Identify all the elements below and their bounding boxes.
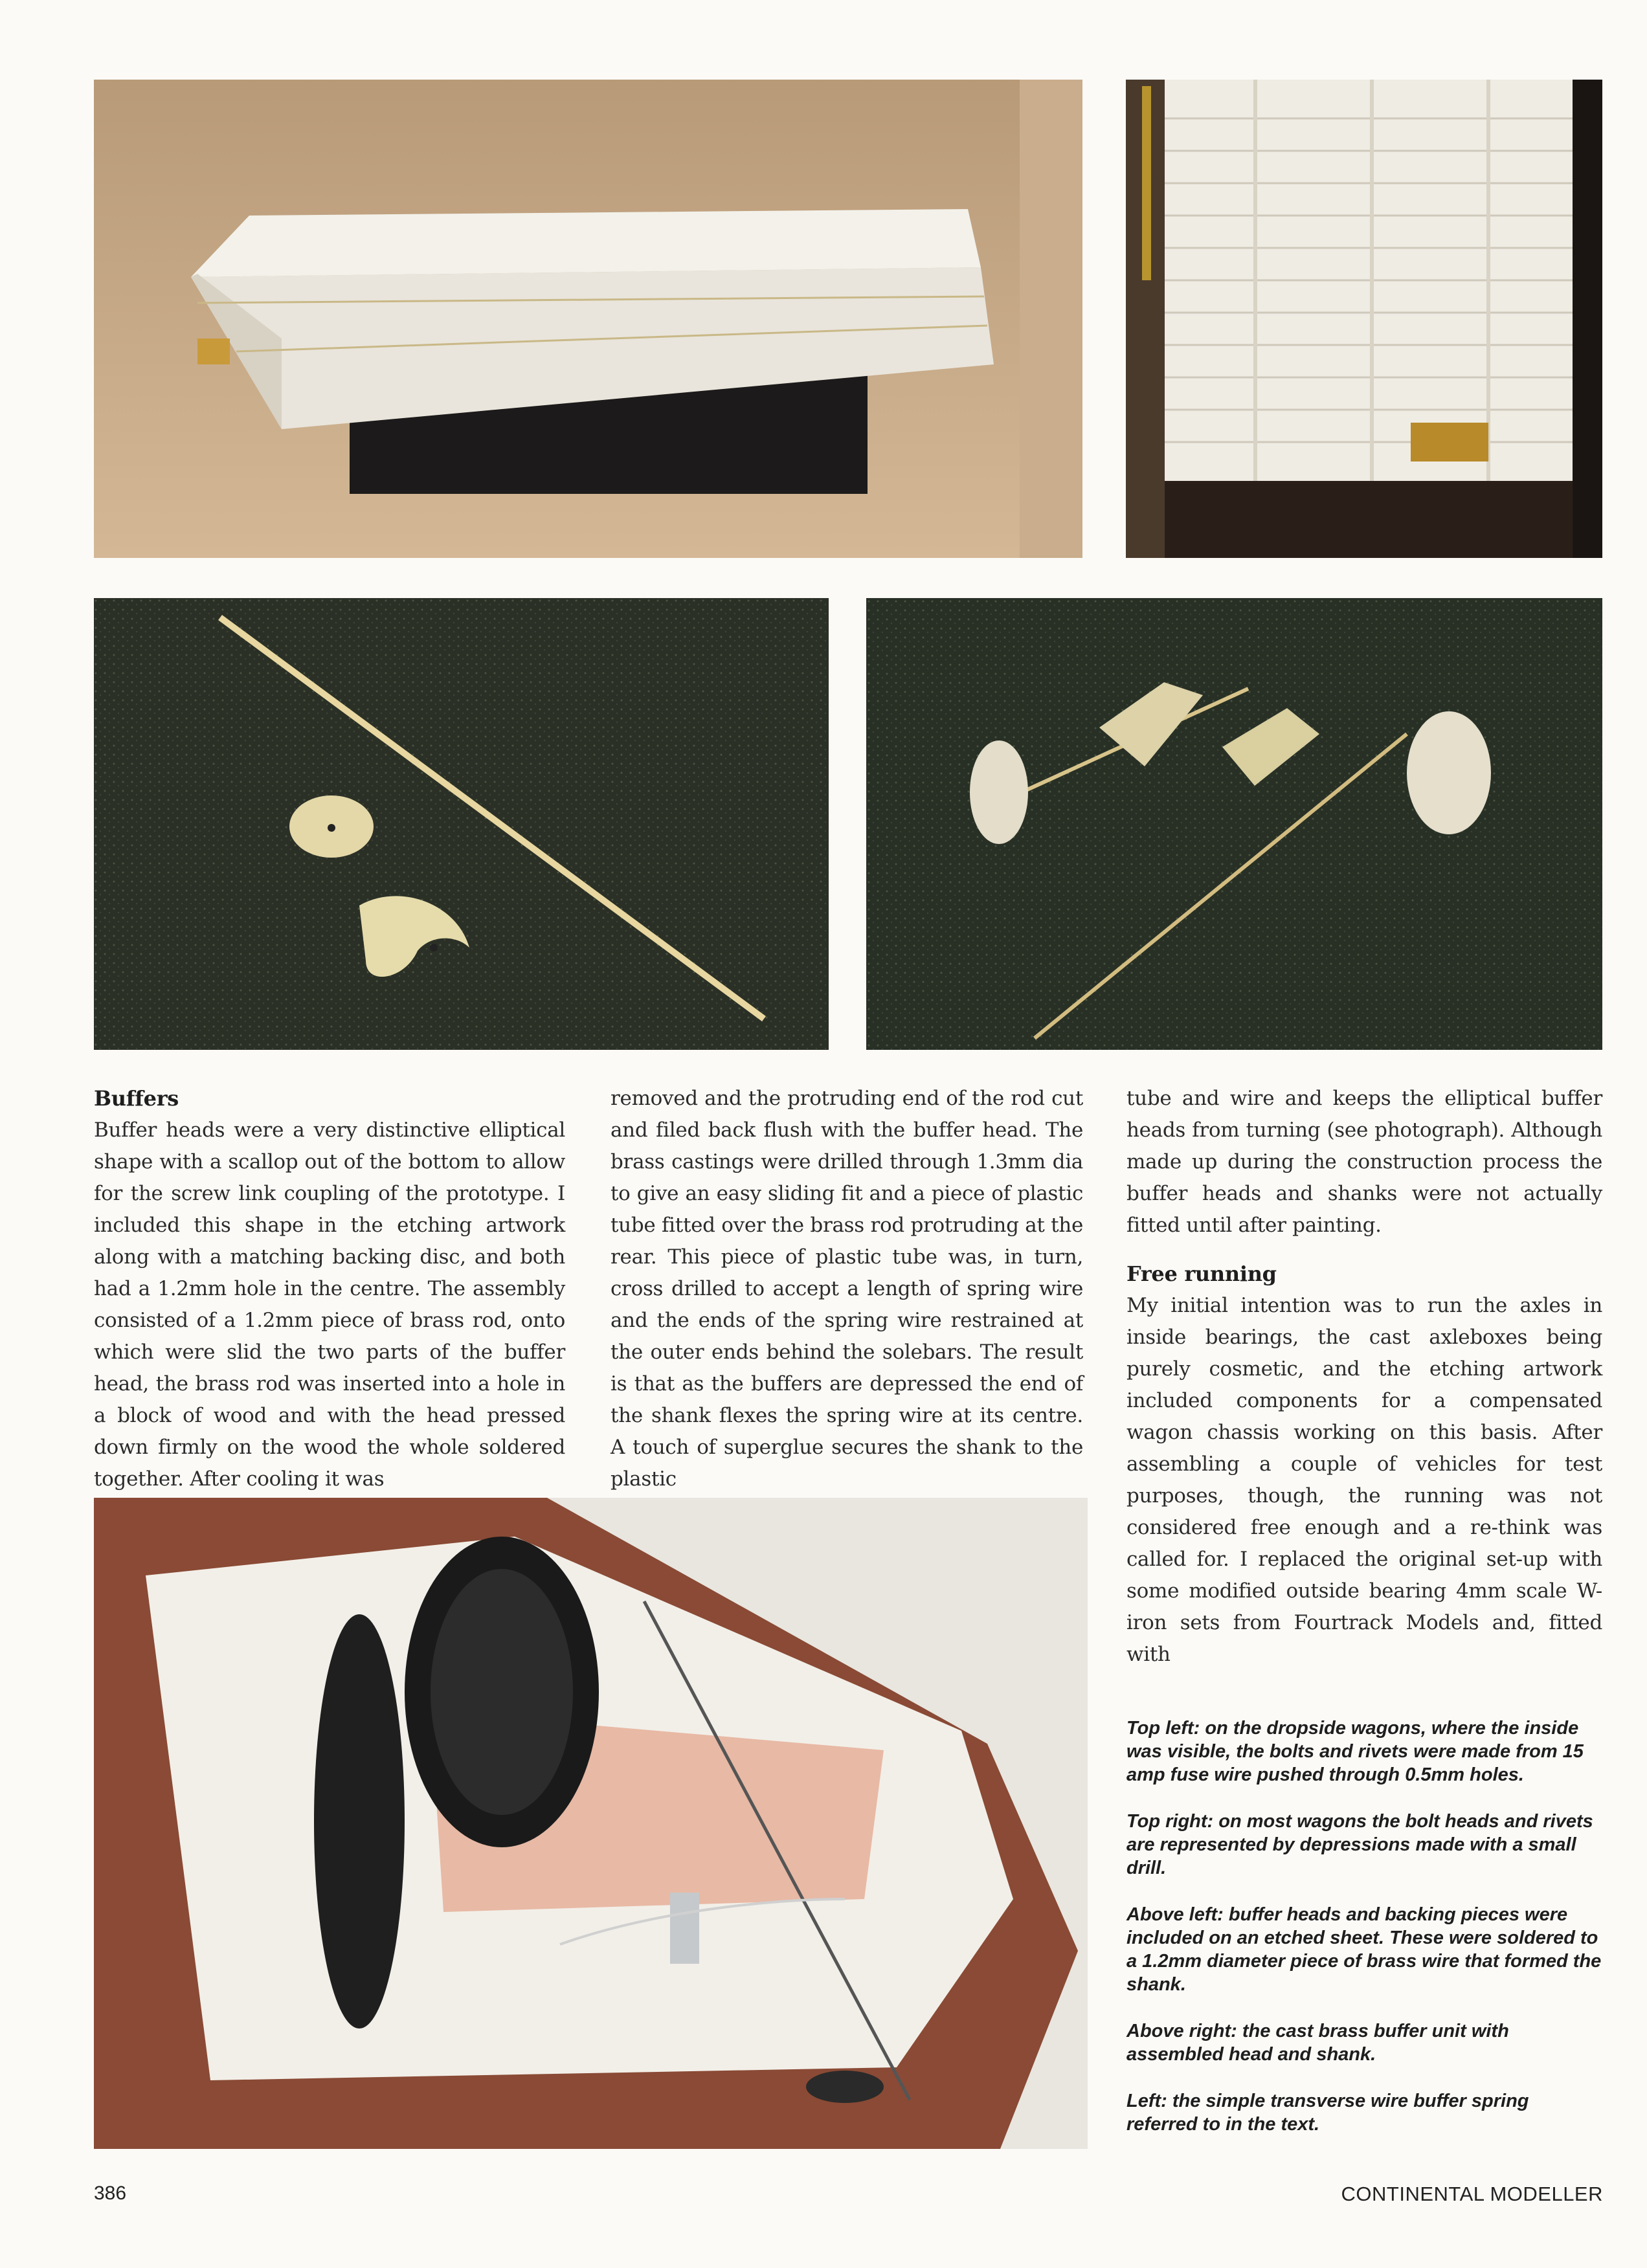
buffers-heading: Buffers <box>94 1086 179 1111</box>
caption-top-left: Top left: on the dropside wagons, where the inside was visible, the bolts and rivets were made from 15 amp fuse wire pushed through 0.5mm holes. <box>1126 1718 1584 1785</box>
photo-dropside-wagon <box>94 80 1082 558</box>
photo-cast-buffer-units-image <box>866 598 1602 1050</box>
caption-top-right: Top right: on most wagons the bolt heads and rivets are represented by depressions made with a small drill. <box>1126 1811 1593 1878</box>
page-number: 386 <box>94 2183 127 2204</box>
article-column-1 <box>94 1083 565 1495</box>
photo-wagon-end-image <box>1126 80 1602 558</box>
photo-cast-buffer-units <box>866 598 1602 1050</box>
photo-wagon-chassis-image <box>94 1498 1088 2149</box>
photo-dropside-wagon-image <box>94 80 1082 558</box>
photo-etched-buffer-parts-image <box>94 598 829 1050</box>
article-column-2 <box>611 1083 1083 1495</box>
article-column-3 <box>1126 1083 1602 1671</box>
buffers-paragraph-3: tube and wire and keeps the elliptical buffer heads from turning (see photograph). Although made up during the construction process the buffer heads and shanks were not actually fitted until after painting. <box>1126 1087 1602 1237</box>
caption-above-left: Above left: buffer heads and backing pieces were included on an etched sheet. These were soldered to a 1.2mm diameter piece of brass wire that formed the shank. <box>1126 1904 1602 1995</box>
caption-above-right: Above right: the cast brass buffer unit with assembled head and shank. <box>1126 2021 1509 2065</box>
magazine-title: CONTINENTAL MODELLER <box>1341 2183 1603 2205</box>
photo-captions <box>1126 1717 1602 2159</box>
photo-wagon-end <box>1126 80 1602 558</box>
photo-wagon-chassis <box>94 1498 1088 2149</box>
photo-etched-buffer-parts <box>94 598 829 1050</box>
buffers-paragraph-1: Buffer heads were a very distinctive elliptical shape with a scallop out of the bottom to allow for the screw link coupling of the prototype. I included this shape in the etching artwork along with a matching backing disc, and both had a 1.2mm hole in the centre. The assembly consisted of a 1.2mm piece of brass rod, onto which were slid the two parts of the buffer head, the brass rod was inserted into a hole in a block of wood and with the head pressed down firmly on the wood the whole soldered together. After cooling it was <box>94 1118 565 1491</box>
free-running-heading: Free running <box>1126 1262 1277 1286</box>
caption-left: Left: the simple transverse wire buffer spring referred to in the text. <box>1126 2091 1529 2135</box>
buffers-paragraph-2: removed and the protruding end of the rod cut and filed back flush with the buffer head. The brass castings were drilled through 1.3mm dia to give an easy sliding fit and a piece of plastic tube fitted over the brass rod protruding at the rear. This piece of plastic tube was, in turn, cross drilled to accept a length of spring wire and the ends of the spring wire restrained at the outer ends behind the solebars. The result is that as the buffers are depressed the end of the shank flexes the spring wire at its centre. A touch of superglue secures the shank to the plastic <box>611 1087 1083 1491</box>
free-running-paragraph: My initial intention was to run the axles in inside bearings, the cast axleboxes being purely cosmetic, and the etching artwork included components for a compensated wagon chassis working on this basis. After assembling a couple of vehicles for test purposes, though, the running was not considered free enough and a re-think was called for. I replaced the original set-up with some modified outside bearing 4mm scale W-iron sets from Fourtrack Models and, fitted with <box>1126 1294 1602 1666</box>
